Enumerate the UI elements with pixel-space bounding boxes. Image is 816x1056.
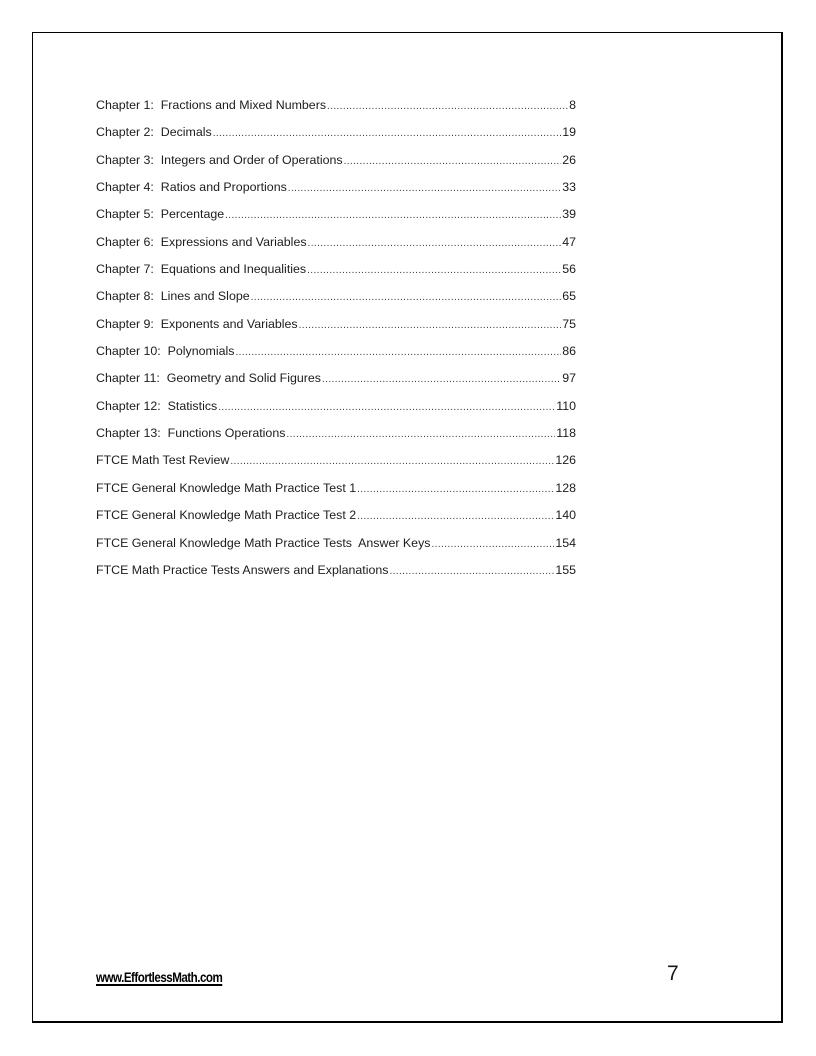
toc-dot-leader [357, 480, 554, 500]
toc-entry-chapter-4[interactable] [96, 177, 576, 204]
toc-entry-page: 140 [555, 508, 576, 523]
toc-entry-title: Chapter 13: Functions Operations [96, 426, 286, 441]
toc-dot-leader [357, 507, 554, 527]
toc-entry-chapter-5[interactable] [96, 204, 576, 231]
toc-entry-page: 39 [562, 207, 576, 222]
toc-entry-chapter-1[interactable] [96, 95, 576, 122]
toc-dot-leader [286, 425, 555, 445]
toc-entry-page: 47 [562, 234, 576, 249]
toc-entry-page: 97 [562, 371, 576, 386]
toc-entry-title: Chapter 4: Ratios and Proportions [96, 180, 287, 195]
toc-entry-page: 155 [555, 562, 576, 577]
toc-entry-title: Chapter 12: Statistics [96, 398, 218, 413]
toc-entry-title: FTCE General Knowledge Math Practice Tests Answer Keys [96, 535, 431, 550]
toc-dot-leader [213, 124, 562, 144]
toc-dot-leader [322, 370, 561, 390]
toc-entry-page: 126 [555, 453, 576, 468]
toc-entry-title: FTCE Math Test Review [96, 453, 230, 468]
footer-website-link[interactable]: www.EffortlessMath.com [96, 970, 223, 985]
toc-entry-chapter-3[interactable] [96, 150, 576, 177]
toc-entry-title: Chapter 5: Percentage [96, 207, 225, 222]
toc-entry-answers-explanations[interactable] [96, 560, 576, 587]
toc-dot-leader [299, 316, 562, 336]
toc-entry-chapter-6[interactable] [96, 232, 576, 259]
toc-entry-chapter-11[interactable] [96, 368, 576, 395]
toc-dot-leader [308, 234, 562, 254]
toc-entry-chapter-2[interactable] [96, 122, 576, 149]
toc-entry-practice-test-1[interactable] [96, 478, 576, 505]
toc-entry-test-review[interactable] [96, 450, 576, 477]
toc-dot-leader [235, 343, 561, 363]
toc-entry-page: 56 [562, 262, 576, 277]
toc-entry-chapter-8[interactable] [96, 286, 576, 313]
toc-entry-page: 75 [562, 316, 576, 331]
toc-entry-title: Chapter 3: Integers and Order of Operations [96, 152, 343, 167]
toc-entry-title: Chapter 8: Lines and Slope [96, 289, 250, 304]
page-number: 7 [667, 962, 679, 985]
toc-dot-leader [288, 179, 561, 199]
toc-entry-page: 19 [562, 125, 576, 140]
toc-dot-leader [218, 398, 555, 418]
toc-entry-chapter-13[interactable] [96, 423, 576, 450]
toc-entry-page: 154 [555, 535, 576, 550]
toc-entry-chapter-9[interactable] [96, 314, 576, 341]
toc-entry-title: Chapter 9: Exponents and Variables [96, 316, 298, 331]
toc-dot-leader [251, 288, 562, 308]
toc-entry-page: 110 [556, 398, 576, 413]
toc-entry-title: Chapter 7: Equations and Inequalities [96, 262, 307, 277]
toc-entry-page: 86 [562, 344, 576, 359]
toc-entry-title: Chapter 6: Expressions and Variables [96, 234, 307, 249]
toc-entry-title: Chapter 11: Geometry and Solid Figures [96, 371, 321, 386]
toc-entry-answer-keys[interactable] [96, 533, 576, 560]
toc-entry-chapter-7[interactable] [96, 259, 576, 286]
toc-dot-leader [327, 97, 568, 117]
toc-entry-page: 118 [556, 426, 576, 441]
toc-entry-page: 8 [569, 98, 576, 112]
toc-entry-chapter-12[interactable] [96, 396, 576, 423]
toc-entry-title: FTCE General Knowledge Math Practice Test 2 [96, 508, 357, 523]
toc-entry-chapter-10[interactable] [96, 341, 576, 368]
toc-entry-title: Chapter 1: Fractions and Mixed Numbers [96, 98, 327, 112]
toc-entry-page: 33 [562, 180, 576, 195]
toc-dot-leader [389, 562, 554, 582]
toc-dot-leader [307, 261, 561, 281]
toc-entry-title: FTCE Math Practice Tests Answers and Explanations [96, 562, 389, 577]
table-of-contents [96, 95, 576, 587]
toc-dot-leader [431, 535, 554, 555]
toc-entry-page: 128 [555, 480, 576, 495]
toc-entry-title: Chapter 2: Decimals [96, 125, 212, 140]
toc-entry-page: 65 [562, 289, 576, 304]
toc-entry-title: Chapter 10: Polynomials [96, 344, 235, 359]
toc-entry-page: 26 [562, 152, 576, 167]
toc-dot-leader [225, 206, 561, 226]
toc-dot-leader [230, 452, 554, 472]
toc-dot-leader [344, 152, 562, 172]
toc-entry-practice-test-2[interactable] [96, 505, 576, 532]
toc-entry-title: FTCE General Knowledge Math Practice Test 1 [96, 480, 357, 495]
